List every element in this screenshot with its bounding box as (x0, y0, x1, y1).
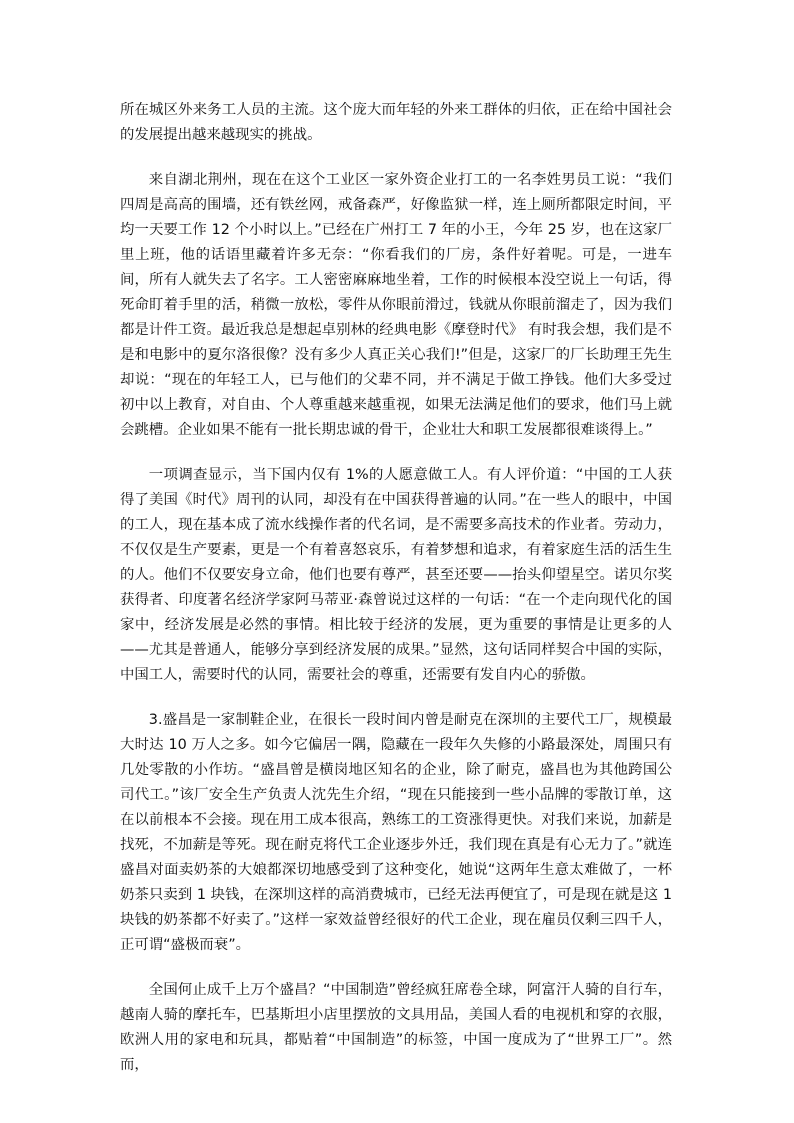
paragraph-1: 所在城区外来务工人员的主流。这个庞大而年轻的外来工群体的归依，正在给中国社会的发展提出越来越现实的挑战。 (120, 102, 672, 143)
paragraph-2: 来自湖北荆州，现在在这个工业区一家外资企业打工的一名李姓男员工说：“我们四周是高高的围墙，还有铁丝网，戒备森严，好像监狱一样，连上厕所都限定时间，平均一天要工作 12 个小时以上。”已经在广州打工 7 年的小王，今年 25 岁，也在这家厂里上班，他的话语里藏着许多无奈：“你看我们的厂房，条件好着呢。可是，一进车间，所有人就失去了名字。工人密密麻麻地坐着，工作的时候根本没空说上一句话，得死命盯着手里的活，稍微一放松，零件从你眼前滑过，钱就从你眼前溜走了，因为我们都是计件工资。最近我总是想起卓别林的经典电影《摩登时代》 有时我会想，我们是不是和电影中的夏尔洛很像？没有多少人真正关心我们!”但是，这家厂的厂长助理王先生却说：“现在的年轻工人，已与他们的父辈不同，并不满足于做工挣钱。他们大多受过初中以上教育，对自由、个人尊重越来越重视，如果无法满足他们的要求，他们马上就会跳槽。企业如果不能有一批长期忠诚的骨干，企业壮大和职工发展都很难谈得上。” (120, 172, 672, 438)
paragraph-3: 一项调查显示，当下国内仅有 1%的人愿意做工人。有人评价道：“中国的工人获得了美国《时代》周刊的认同，却没有在中国获得普遍的认同。”在一些人的眼中，中国的工人，现在基本成了流水线操作者的代名词，是不需要多高技术的作业者。劳动力，不仅仅是生产要素，更是一个有着喜怒哀乐，有着梦想和追求，有着家庭生活的活生生的人。他们不仅要安身立命，他们也要有尊严，甚至还要——抬头仰望星空。诺贝尔奖获得者、印度著名经济学家阿马蒂亚·森曾说过这样的一句话：“在一个走向现代化的国家中，经济发展是必然的事情。相比较于经济的发展，更为重要的事情是让更多的人——尤其是普通人，能够分享到经济发展的成果。”显然，这句话同样契合中国的实际，中国工人，需要时代的认同，需要社会的尊重，还需要有发自内心的骄傲。 (120, 467, 672, 683)
paragraph-4: 3.盛昌是一家制鞋企业，在很长一段时间内曾是耐克在深圳的主要代工厂，规模最大时达 10 万人之多。如今它偏居一隅，隐藏在一段年久失修的小路最深处，周围只有几处零散的小作坊。“盛昌曾是横岗地区知名的企业，除了耐克，盛昌也为其他跨国公司代工。”该厂安全生产负责人沈先生介绍，“现在只能接到一些小品牌的零散订单，这在以前根本不会接。现在用工成本很高，熟练工的工资涨得更快。对我们来说，加薪是找死，不加薪是等死。现在耐克将代工企业逐步外迁，我们现在真是有心无力了。”就连盛昌对面卖奶茶的大娘都深切地感受到了这种变化，她说“这两年生意太难做了，一杯奶茶只卖到 1 块钱，在深圳这样的高消费城市，已经无法再便宜了，可是现在就是这 1 块钱的奶茶都不好卖了。”这样一家效益曾经很好的代工企业，现在雇员仅剩三四千人，正可谓“盛极而衰”。 (120, 712, 672, 953)
document-page (120, 98, 672, 1098)
paragraph-5: 全国何止成千上万个盛昌？“中国制造”曾经疯狂席卷全球，阿富汗人骑的自行车，越南人骑的摩托车，巴基斯坦小店里摆放的文具用品，美国人看的电视机和穿的衣服，欧洲人用的家电和玩具，都贴着“中国制造”的标签，中国一度成为了“世界工厂”。然而， (120, 982, 672, 1073)
